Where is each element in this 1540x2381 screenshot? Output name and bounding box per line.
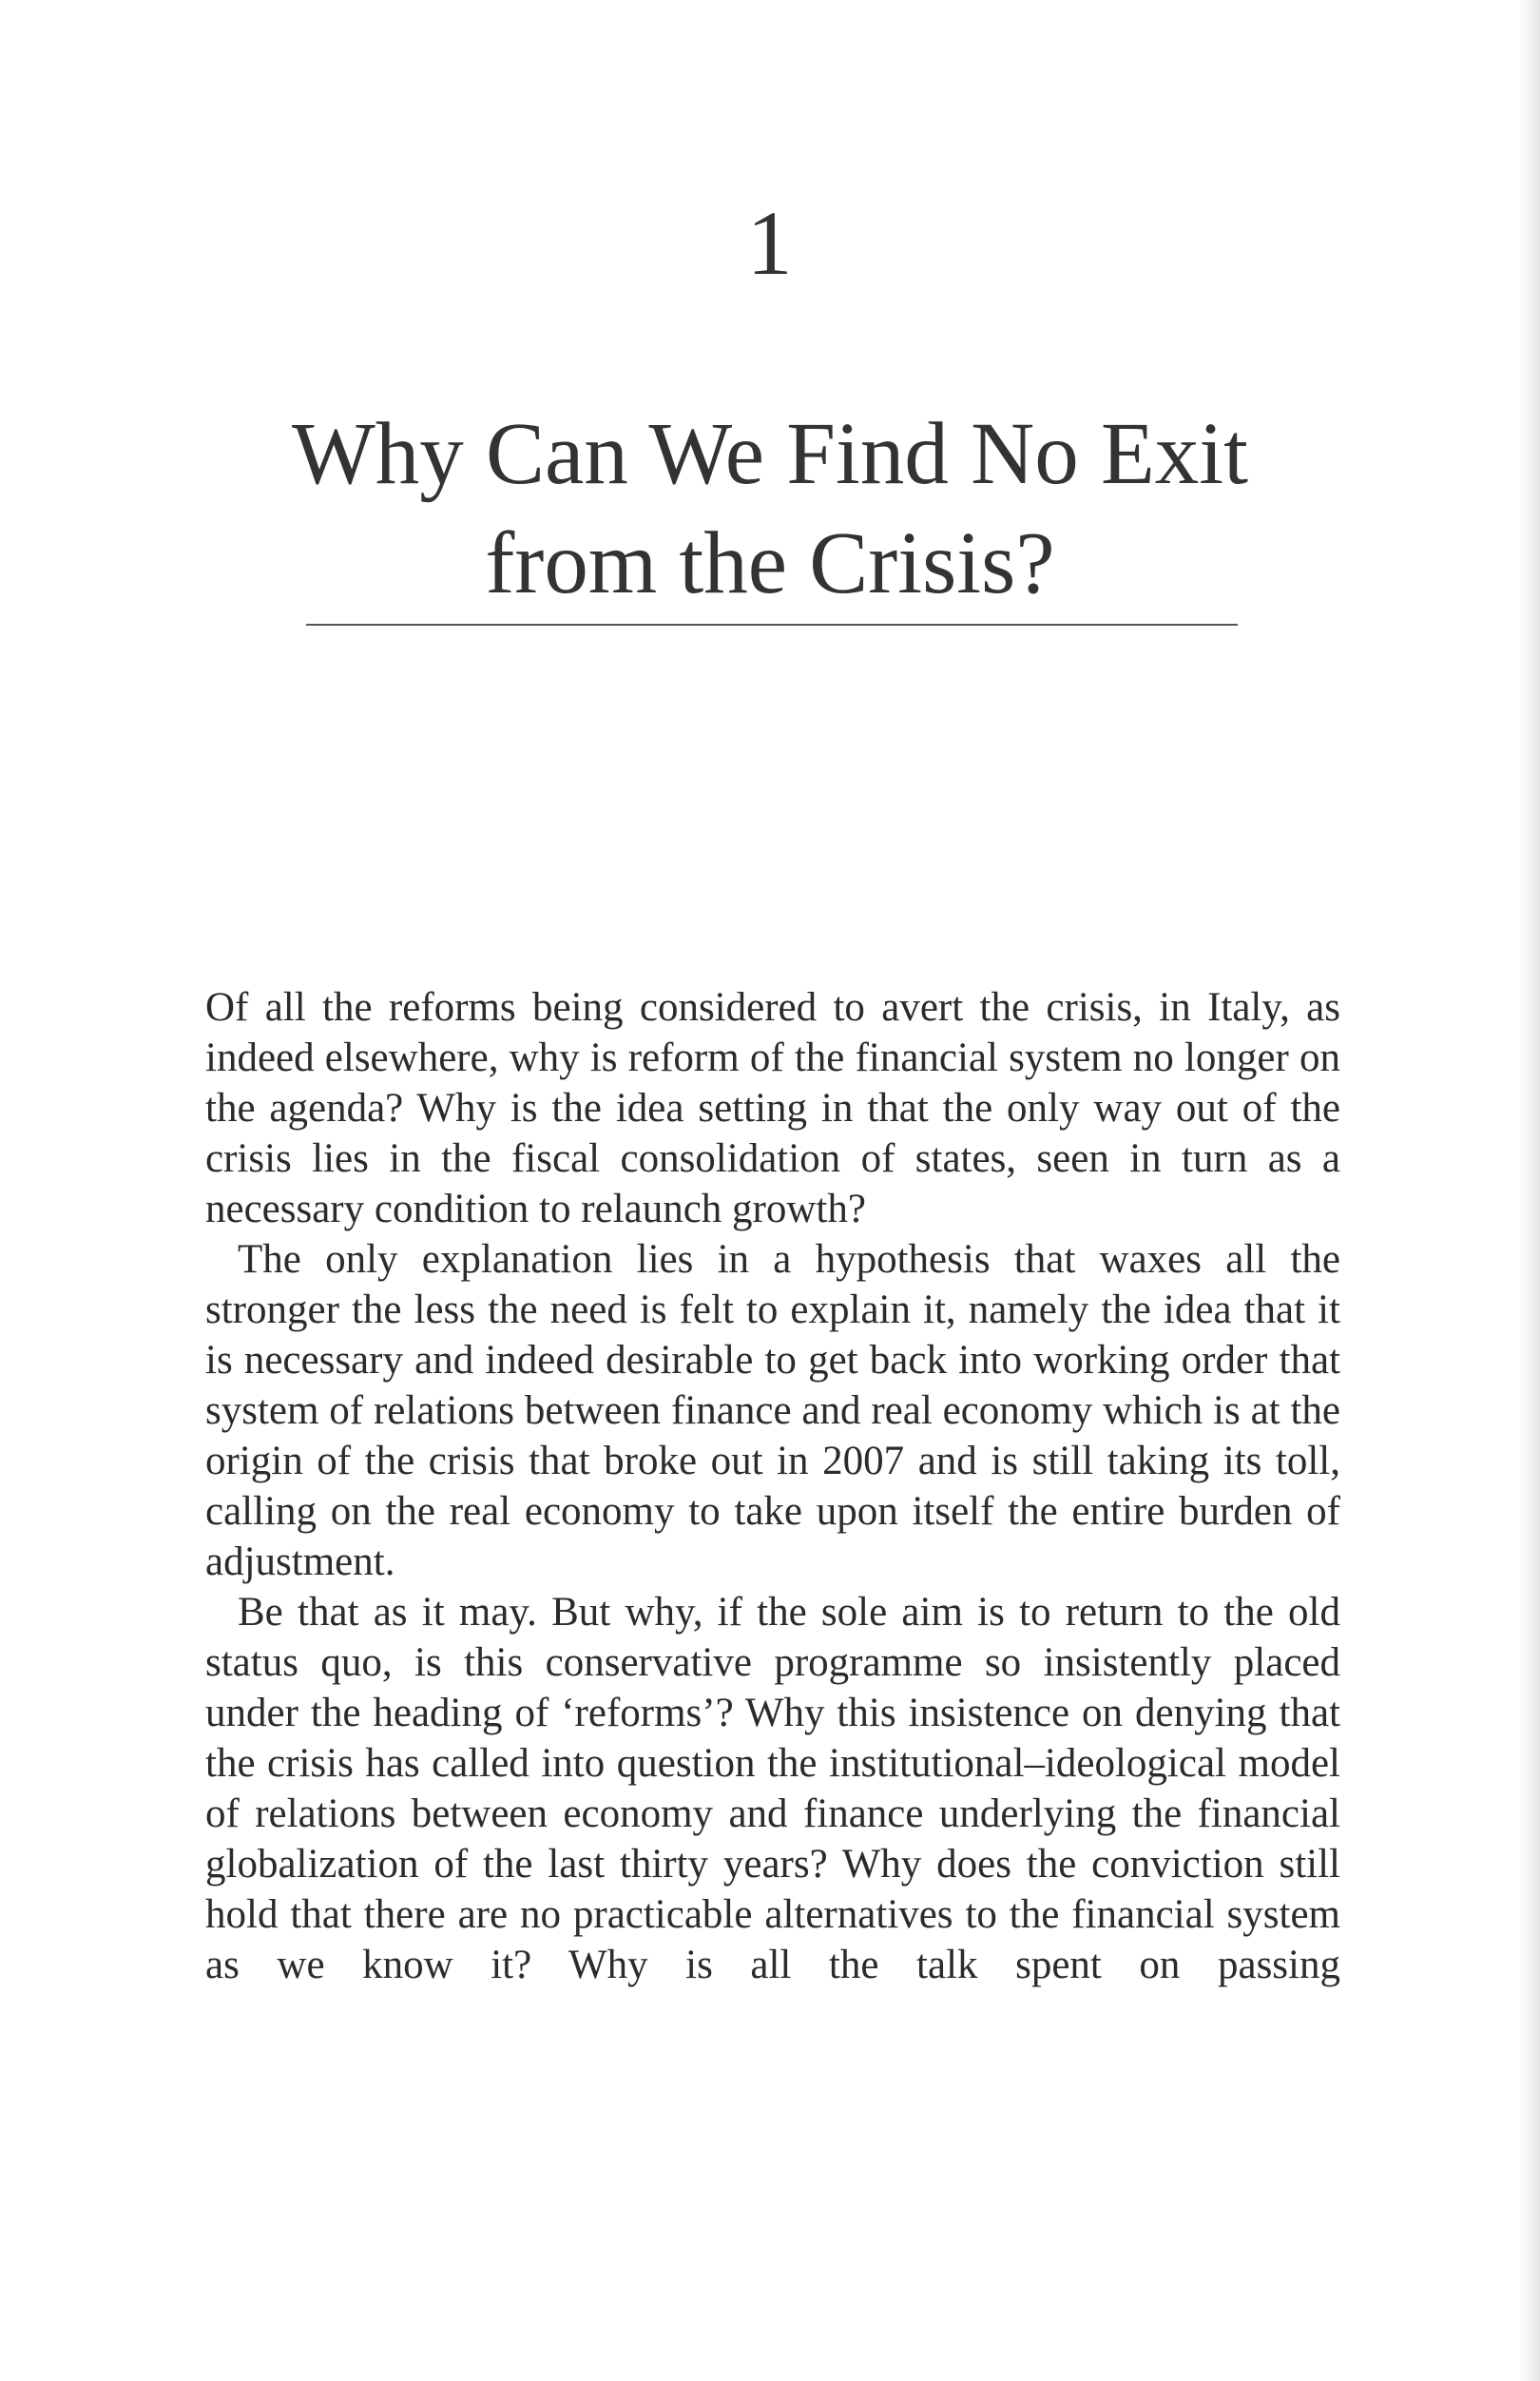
page-edge-shadow xyxy=(1519,0,1540,2381)
chapter-number: 1 xyxy=(746,192,794,294)
chapter-title xyxy=(152,399,1388,618)
paragraph-2: The only explanation lies in a hypothesis that waxes all the stronger the less the need is felt to explain it, namely the idea that it is necessary and indeed desirable to get back into working order that system of relations between finance and real economy which is at the origin of the crisis that broke out in 2007 and is still taking its toll, calling on the real economy to take upon itself the entire burden of adjustment. xyxy=(205,1237,1340,1584)
chapter-title-line-2: from the Crisis? xyxy=(485,514,1055,612)
paragraph-3: Be that as it may. But why, if the sole aim is to return to the old status quo, is this conservative programme so insistently placed under the heading of ‘reforms’? Why this insistence on denying that the crisis has called into question the institutional–ideological model of relations between economy and finance underlying the financial globalization of the last thirty years? Why does the conviction still hold that there are no practicable alternatives to the financial system as we know it? Why is all the talk spent on passing xyxy=(205,1590,1340,1987)
paragraph-1: Of all the reforms being considered to avert the crisis, in Italy, as indeed elsewhere, why is reform of the financial system no longer on the agenda? Why is the idea setting in that the only way out of the crisis lies in the fiscal consolidation of states, seen in turn as a necessary condition to relaunch growth? xyxy=(205,985,1340,1231)
chapter-title-line-1: Why Can We Find No Exit xyxy=(292,405,1248,503)
chapter-body xyxy=(205,982,1340,1990)
title-divider xyxy=(306,624,1238,626)
